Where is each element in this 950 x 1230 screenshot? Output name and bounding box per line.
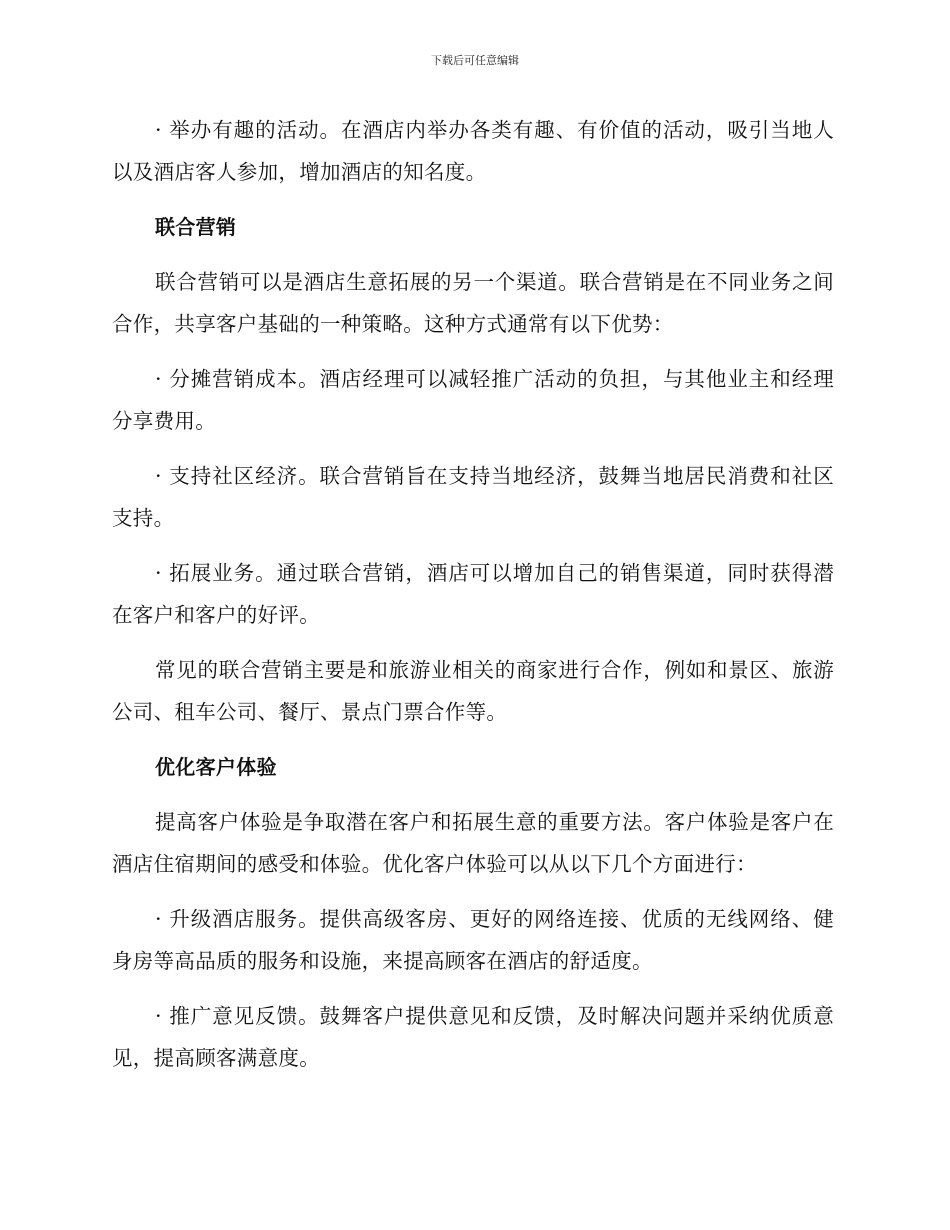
paragraph-customer-experience-intro: 提高客户体验是争取潜在客户和拓展生意的重要方法。客户体验是客户在酒店住宿期间的感受和体验。优化客户体验可以从以下几个方面进行： (112, 810, 834, 876)
bullet-paragraph-community-economy: · 支持社区经济。联合营销旨在支持当地经济，鼓舞当地居民消费和社区支持。 (112, 464, 834, 530)
paragraph-joint-marketing-intro: 联合营销可以是酒店生意拓展的另一个渠道。联合营销是在不同业务之间合作，共享客户基础的一种策略。这种方式通常有以下优势： (112, 270, 834, 336)
paragraph-common-partners: 常见的联合营销主要是和旅游业相关的商家进行合作，例如和景区、旅游公司、租车公司、餐厅、景点门票合作等。 (112, 658, 834, 724)
bullet-paragraph-feedback: · 推广意见反馈。鼓舞客户提供意见和反馈，及时解决问题并采纳优质意见，提高顾客满意度。 (112, 1004, 834, 1070)
document-body (112, 109, 834, 1092)
bullet-paragraph-expand-business: · 拓展业务。通过联合营销，酒店可以增加自己的销售渠道，同时获得潜在客户和客户的好评。 (112, 561, 834, 627)
section-heading-joint-marketing: 联合营销 (155, 215, 237, 239)
section-heading-customer-experience: 优化客户体验 (155, 755, 277, 779)
bullet-paragraph-activities: · 举办有趣的活动。在酒店内举办各类有趣、有价值的活动，吸引当地人以及酒店客人参加，增加酒店的知名度。 (112, 118, 834, 184)
bullet-paragraph-share-costs: · 分摊营销成本。酒店经理可以减轻推广活动的负担，与其他业主和经理分享费用。 (112, 367, 834, 433)
bullet-paragraph-upgrade-services: · 升级酒店服务。提供高级客房、更好的网络连接、优质的无线网络、健身房等高品质的服务和设施，来提高顾客在酒店的舒适度。 (112, 907, 834, 973)
page-header: 下载后可任意编辑 (431, 54, 519, 67)
